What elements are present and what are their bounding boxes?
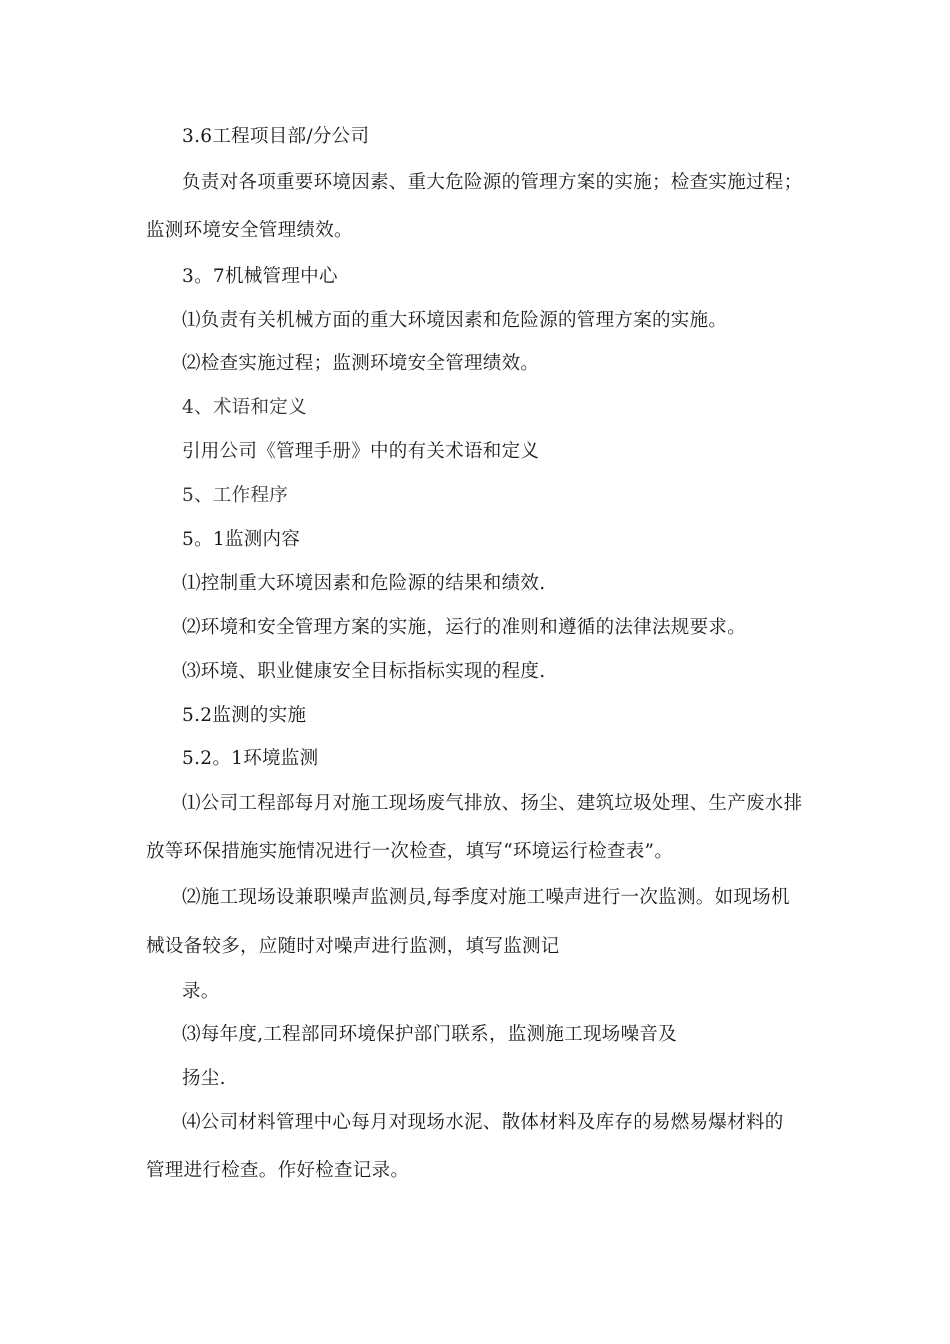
list-item: ⑴控制重大环境因素和危险源的结果和绩效. [182, 573, 546, 594]
paragraph-line: 放等环保措施实施情况进行一次检查，填写“环境运行检查表”。 [146, 841, 674, 862]
section-heading-5-1: 5。1监测内容 [182, 529, 301, 550]
paragraph-line: 录。 [182, 981, 220, 1002]
list-item: ⑵环境和安全管理方案的实施，运行的准则和遵循的法律法规要求。 [182, 617, 747, 638]
section-heading-3-6: 3.6工程项目部/分公司 [182, 126, 370, 147]
section-heading-5: 5、工作程序 [182, 485, 289, 506]
list-item: ⑴负责有关机械方面的重大环境因素和危险源的管理方案的实施。 [182, 310, 728, 331]
list-item: ⑴公司工程部每月对施工现场废气排放、扬尘、建筑垃圾处理、生产废水排 [182, 793, 803, 814]
paragraph-line: 械设备较多，应随时对噪声进行监测，填写监测记 [146, 936, 560, 957]
section-heading-5-2-1: 5.2。1环境监测 [182, 748, 319, 769]
section-heading-3-7: 3。7机械管理中心 [182, 266, 338, 287]
paragraph-line: 监测环境安全管理绩效。 [146, 220, 353, 241]
section-heading-5-2: 5.2监测的实施 [182, 705, 307, 726]
list-item: ⑵检查实施过程；监测环境安全管理绩效。 [182, 353, 540, 374]
list-item: ⑵施工现场设兼职噪声监测员,每季度对施工噪声进行一次监测。如现场机 [182, 887, 790, 908]
paragraph-line: 引用公司《管理手册》中的有关术语和定义 [182, 441, 540, 462]
paragraph-line: 管理进行检查。作好检查记录。 [146, 1160, 410, 1181]
paragraph-line: 扬尘. [182, 1068, 226, 1089]
list-item: ⑶每年度,工程部同环境保护部门联系，监测施工现场噪音及 [182, 1024, 677, 1045]
section-heading-4: 4、术语和定义 [182, 397, 307, 418]
list-item: ⑶环境、职业健康安全目标指标实现的程度. [182, 661, 546, 682]
list-item: ⑷公司材料管理中心每月对现场水泥、散体材料及库存的易燃易爆材料的 [182, 1112, 784, 1133]
paragraph-line: 负责对各项重要环境因素、重大危险源的管理方案的实施；检查实施过程； [182, 172, 803, 193]
